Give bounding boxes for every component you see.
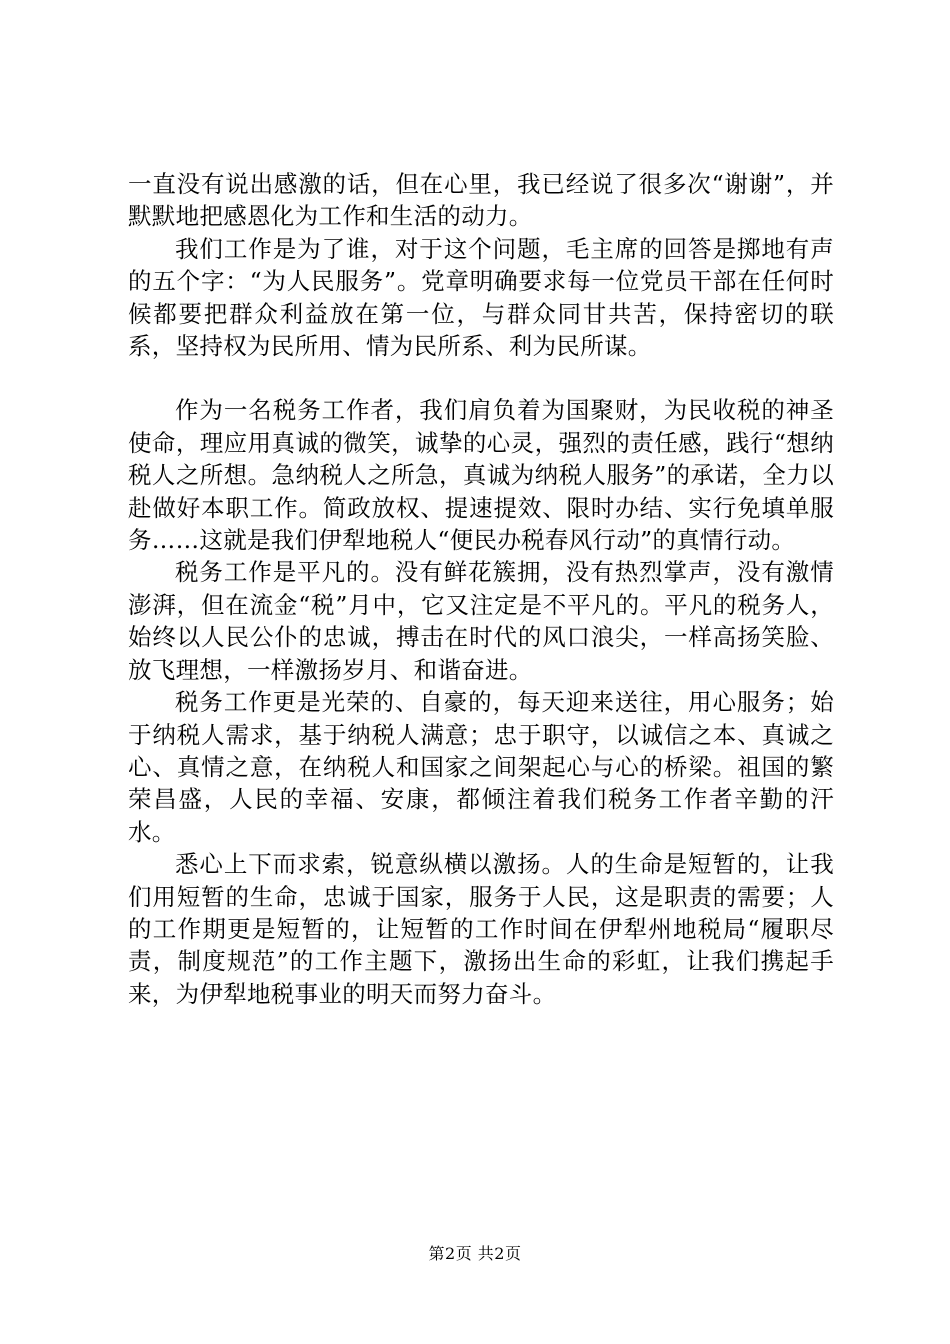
page-footer: 第2页 共2页 <box>428 1244 522 1263</box>
paragraph-6: 悉心上下而求索，锐意纵横以激扬。人的生命是短暂的，让我们用短暂的生命，忠诚于国家，服务于人民，这是职责的需要；人的工作期更是短暂的，让短暂的工作时间在伊犁州地税局“履职尽责，制度规范”的工作主题下，激扬出生命的彩虹，让我们携起手来，为伊犁地税事业的明天而努力奋斗。 <box>128 850 834 1008</box>
paragraph-4: 税务工作是平凡的。没有鲜花簇拥，没有热烈掌声，没有激情澎湃，但在流金“税”月中，它又注定是不平凡的。平凡的税务人，始终以人民公仆的忠诚，搏击在时代的风口浪尖，一样高扬笑脸、放飞理想，一样激扬岁月、和谐奋进。 <box>128 558 834 684</box>
document-body <box>128 168 834 1010</box>
paragraph-2: 我们工作是为了谁，对于这个问题，毛主席的回答是掷地有声的五个字：“为人民服务”。党章明确要求每一位党员干部在任何时候都要把群众利益放在第一位，与群众同甘共苦，保持密切的联系，坚持权为民所用、情为民所系、利为民所谋。 <box>128 234 834 361</box>
paragraph-3: 作为一名税务工作者，我们肩负着为国聚财，为民收税的神圣使命，理应用真诚的微笑，诚挚的心灵，强烈的责任感，践行“想纳税人之所想。急纳税人之所急，真诚为纳税人服务”的承诺，全力以赴做好本职工作。简政放权、提速提效、限时办结、实行免填单服务……这就是我们伊犁地税人“便民办税春风行动”的真情行动。 <box>128 396 834 555</box>
paragraph-5: 税务工作更是光荣的、自豪的，每天迎来送往，用心服务；始于纳税人需求，基于纳税人满意；忠于职守，以诚信之本、真诚之心、真情之意，在纳税人和国家之间架起心与心的桥梁。祖国的繁荣昌盛，人民的幸福、安康，都倾注着我们税务工作者辛勤的汗水。 <box>128 688 834 846</box>
paragraph-1: 一直没有说出感激的话，但在心里，我已经说了很多次“谢谢”，并默默地把感恩化为工作和生活的动力。 <box>128 170 834 231</box>
